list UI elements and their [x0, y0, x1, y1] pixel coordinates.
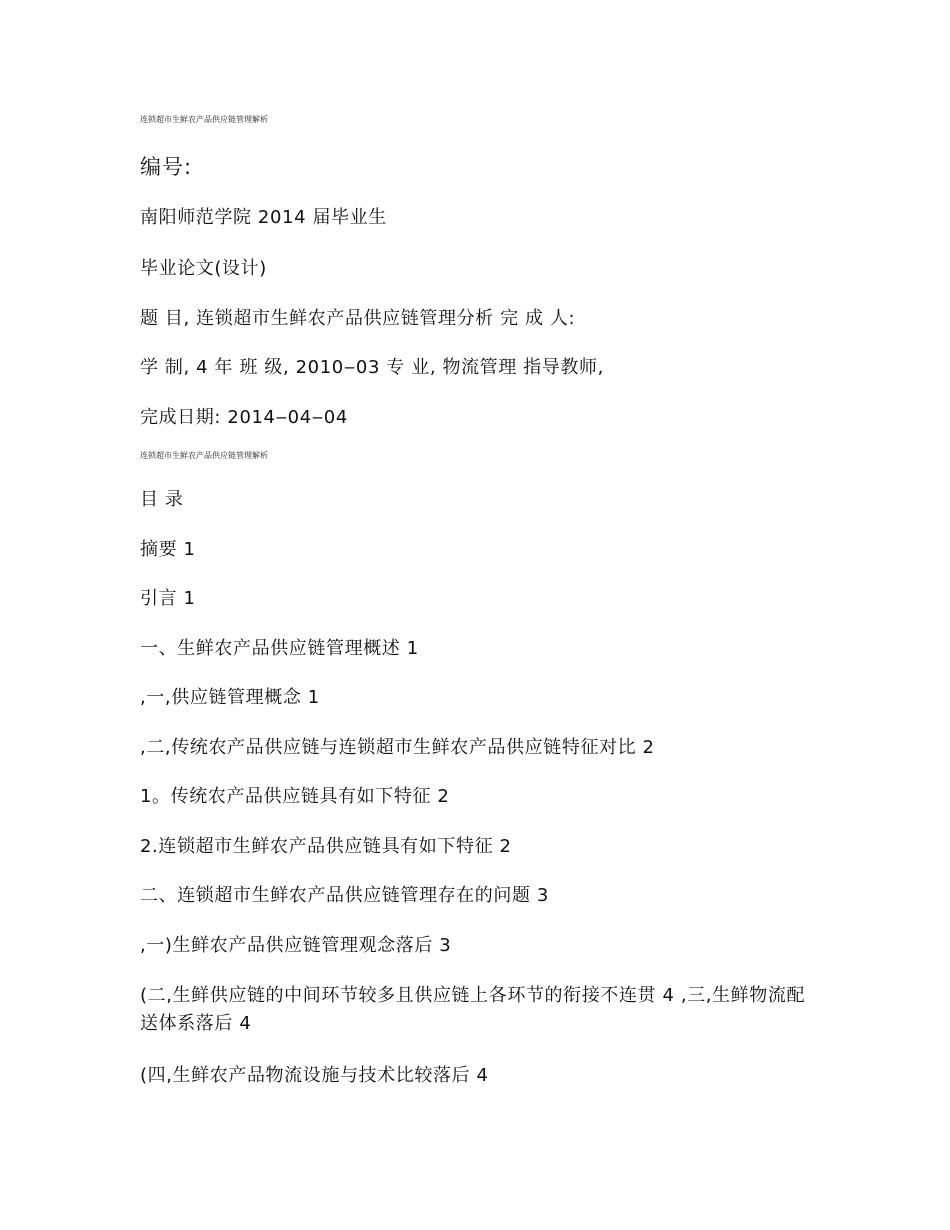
toc-item: 二、连锁超市生鲜农产品供应链管理存在的问题 3	[140, 885, 549, 906]
toc-item: (二,生鲜供应链的中间环节较多且供应链上各环节的衔接不连贯 4 ,三,生鲜物流配送体系落后 4	[140, 985, 806, 1034]
toc-item: 引言 1	[140, 588, 196, 609]
toc-item: 一、生鲜农产品供应链管理概述 1	[140, 638, 419, 659]
toc-item: ,一)生鲜农产品供应链管理观念落后 3	[140, 935, 452, 956]
thesis-type: 毕业论文(设计)	[140, 258, 267, 279]
toc-item: ,二,传统农产品供应链与连锁超市生鲜农产品供应链特征对比 2	[140, 737, 655, 758]
toc-heading: 目 录	[140, 489, 184, 510]
toc-item: ,一,供应链管理概念 1	[140, 687, 320, 708]
running-header: 连锁超市生鲜农产品供应链管理解析	[140, 451, 268, 460]
running-header: 连锁超市生鲜农产品供应链管理解析	[140, 115, 268, 124]
toc-item: 2.连锁超市生鲜农产品供应链具有如下特征 2	[140, 836, 512, 857]
toc-item: (四,生鲜农产品物流设施与技术比较落后 4	[140, 1065, 489, 1086]
toc-item: 摘要 1	[140, 539, 196, 560]
completion-date: 完成日期: 2014‒04‒04	[140, 407, 348, 428]
toc-item: 1。传统农产品供应链具有如下特征 2	[140, 786, 450, 807]
school-line: 南阳师范学院 2014 届毕业生	[140, 207, 387, 228]
thesis-title-line: 题 目, 连锁超市生鲜农产品供应链管理分析 完 成 人:	[140, 308, 576, 329]
number-label: 编号:	[140, 155, 193, 179]
student-info-line: 学 制, 4 年 班 级, 2010‒03 专 业, 物流管理 指导教师,	[140, 357, 604, 378]
